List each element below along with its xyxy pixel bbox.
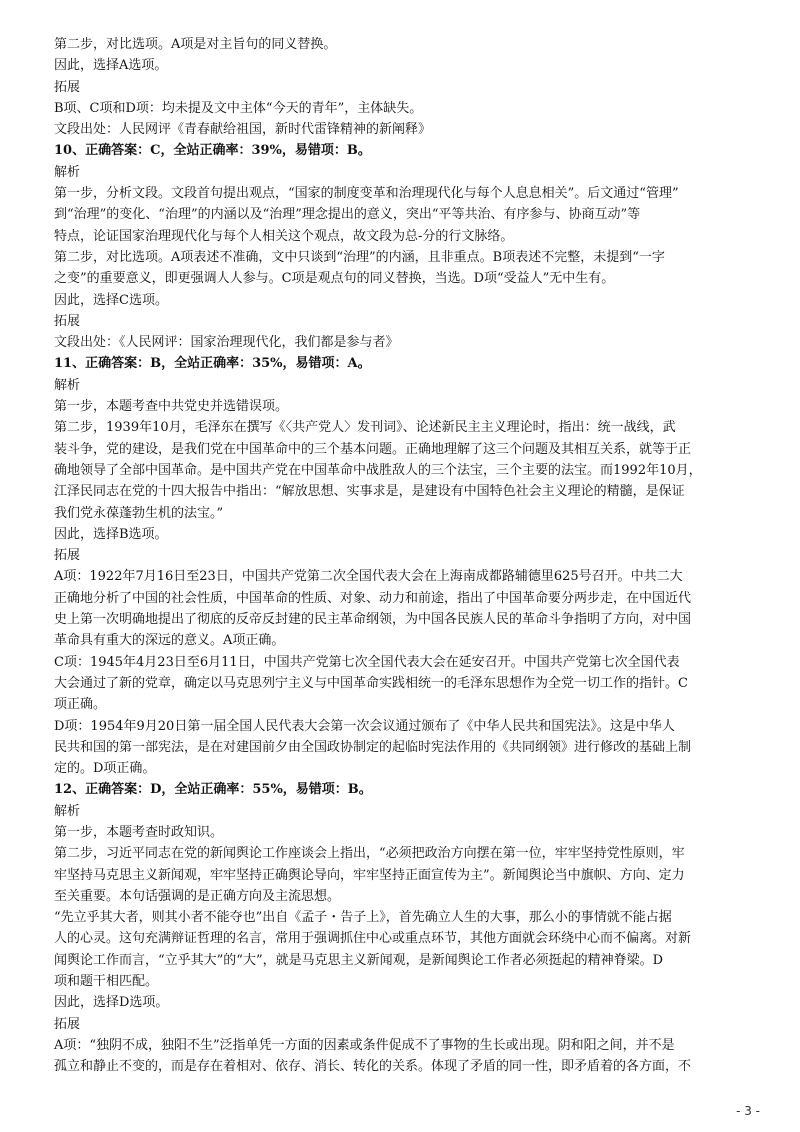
document-body [54,34,766,1078]
text-line: 正确地分析了中国的社会性质，中国革命的性质、对象、动力和前途，指出了中国革命要分两步走，在中国近代 [54,590,692,606]
text-line: C项：1945年4月23日至6月11日，中国共产党第七次全国代表大会在延安召开。中国共产党第七次全国代表 [54,654,680,670]
text-line: D项：1954年9月20日第一届全国人民代表大会第一次会议通过颁布了《中华人民共和国宪法》。这是中华人 [54,718,675,734]
text-line: 第一步，分析文段。文段首句提出观点，“国家的制度变革和治理现代化与每个人息息相关”。后文通过“管理” [54,186,679,202]
text-line: 第二步，对比选项。A项是对主旨句的同义替换。 [54,37,337,52]
text-line: 牢坚持马克思主义新闻观，牢牢坚持正确舆论导向，牢牢坚持正面宣传为主”。新闻舆论当中旗帜、方向、定力 [54,867,685,883]
text-line: 特点，论证国家治理现代化与每个人相关这个观点，故文段为总-分的行文脉络。 [54,228,514,244]
section-label: 拓展 [54,313,81,329]
text-line: 因此，选择D选项。 [54,995,169,1011]
answer-heading: 11、正确答案：B，全站正确率：35%，易错项：A。 [54,356,371,372]
text-line: 至关重要。本句话强调的是正确方向及主流思想。 [54,888,341,904]
text-line: 孤立和静止不变的，而是存在着相对、依存、消长、转化的关系。体现了矛盾的同一性，即矛盾着的各方面，不 [54,1059,692,1075]
text-line: A项：“独阴不成，独阳不生”泛指单凭一方面的因素或条件促成不了事物的生长或出现。阴和阳之间，并不是 [54,1037,675,1053]
text-line: 大会通过了新的党章，确定以马克思列宁主义与中国革命实践相统一的毛泽东思想作为全党一切工作的指针。C [54,675,688,691]
page-number: - 3 - [736,1104,760,1118]
text-line: 确地领导了全部中国革命。是中国共产党在中国革命中战胜敌人的三个法宝，三个主要的法宝。而1992年10月， [54,462,702,478]
section-label: 解析 [54,164,81,180]
text-line: A项：1922年7月16日至23日，中国共产党第二次全国代表大会在上海南成都路辅德里625号召开。中共二大 [54,569,683,585]
text-line: “先立乎其大者，则其小者不能夺也”出自《孟子・告子上》，首先确立人生的大事，那么小的事情就不能占据 [54,910,672,926]
section-label: 解析 [54,803,81,819]
text-line: 文段出处：《人民网评：国家治理现代化，我们都是参与者》 [54,335,399,351]
text-line: B项、C项和D项：均未提及文中主体“今天的青年”，主体缺失。 [54,100,423,116]
text-line: 民共和国的第一部宪法，是在对建国前夕由全国政协制定的起临时宪法作用的《共同纲领》进行修改的基础上制 [54,739,692,755]
text-line: 第一步，本题考查中共党史并选错误项。 [54,399,289,415]
text-line: 项和题干相匹配。 [54,974,159,990]
text-line: 我们党永葆蓬勃生机的法宝。” [54,505,224,521]
text-line: 革命具有重大的深远的意义。A项正确。 [54,633,285,649]
text-line: 之变”的重要意义，即更强调人人参与。C项是观点句的同义替换，当选。D项“受益人”无中生有。 [54,271,615,287]
text-line: 项正确。 [54,697,107,713]
section-label: 拓展 [54,79,81,95]
text-line: 闻舆论工作而言，“立乎其大”的“大”，就是马克思主义新闻观，是新闻舆论工作者必须挺起的精神脊梁。D [54,952,664,968]
text-line: 史上第一次明确地提出了彻底的反帝反封建的民主革命纲领，为中国各民族人民的革命斗争指明了方向，对中国 [54,612,692,628]
text-line: 第二步，1939年10月，毛泽东在撰写《〈共产党人〉发刊词》、论述新民主主义理论时，指出：统一战线，武 [54,420,676,436]
section-label: 解析 [54,377,81,393]
section-label: 拓展 [54,548,81,564]
text-line: 文段出处：人民网评《青春献给祖国，新时代雷锋精神的新阐释》 [54,122,432,138]
answer-heading: 10、正确答案：C，全站正确率：39%，易错项：B。 [54,143,371,159]
section-label: 拓展 [54,1016,81,1032]
text-line: 因此，选择B选项。 [54,526,168,542]
text-line: 第一步，本题考查时政知识。 [54,824,224,840]
text-line: 第二步，习近平同志在党的新闻舆论工作座谈会上指出，“必须把政治方向摆在第一位，牢牢坚持党性原则，牢 [54,846,685,862]
text-line: 第二步，对比选项。A项表述不准确，文中只谈到“治理”的内涵，且非重点。B项表述不完整，未提到“一字 [54,249,665,265]
text-line: 江泽民同志在党的十四大报告中指出：“解放思想、实事求是，是建设有中国特色社会主义理论的精髓，是保证 [54,484,685,500]
text-line: 装斗争，党的建设，是我们党在中国革命中的三个基本问题。正确地理解了这三个问题及其相互关系，就等于正 [54,441,692,457]
text-line: 因此，选择A选项。 [54,58,168,74]
text-line: 定的。D项正确。 [54,761,156,777]
answer-heading: 12、正确答案：D，全站正确率：55%，易错项：B。 [54,782,372,798]
text-line: 人的心灵。这句充满辩证哲理的名言，常用于强调抓住中心或重点环节，其他方面就会环绕中心而不偏离。对新 [54,931,692,947]
text-line: 到“治理”的变化、“治理”的内涵以及“治理”理念提出的意义，突出“平等共治、有序参与、协商互动”等 [54,207,641,223]
text-line: 因此，选择C选项。 [54,292,168,308]
